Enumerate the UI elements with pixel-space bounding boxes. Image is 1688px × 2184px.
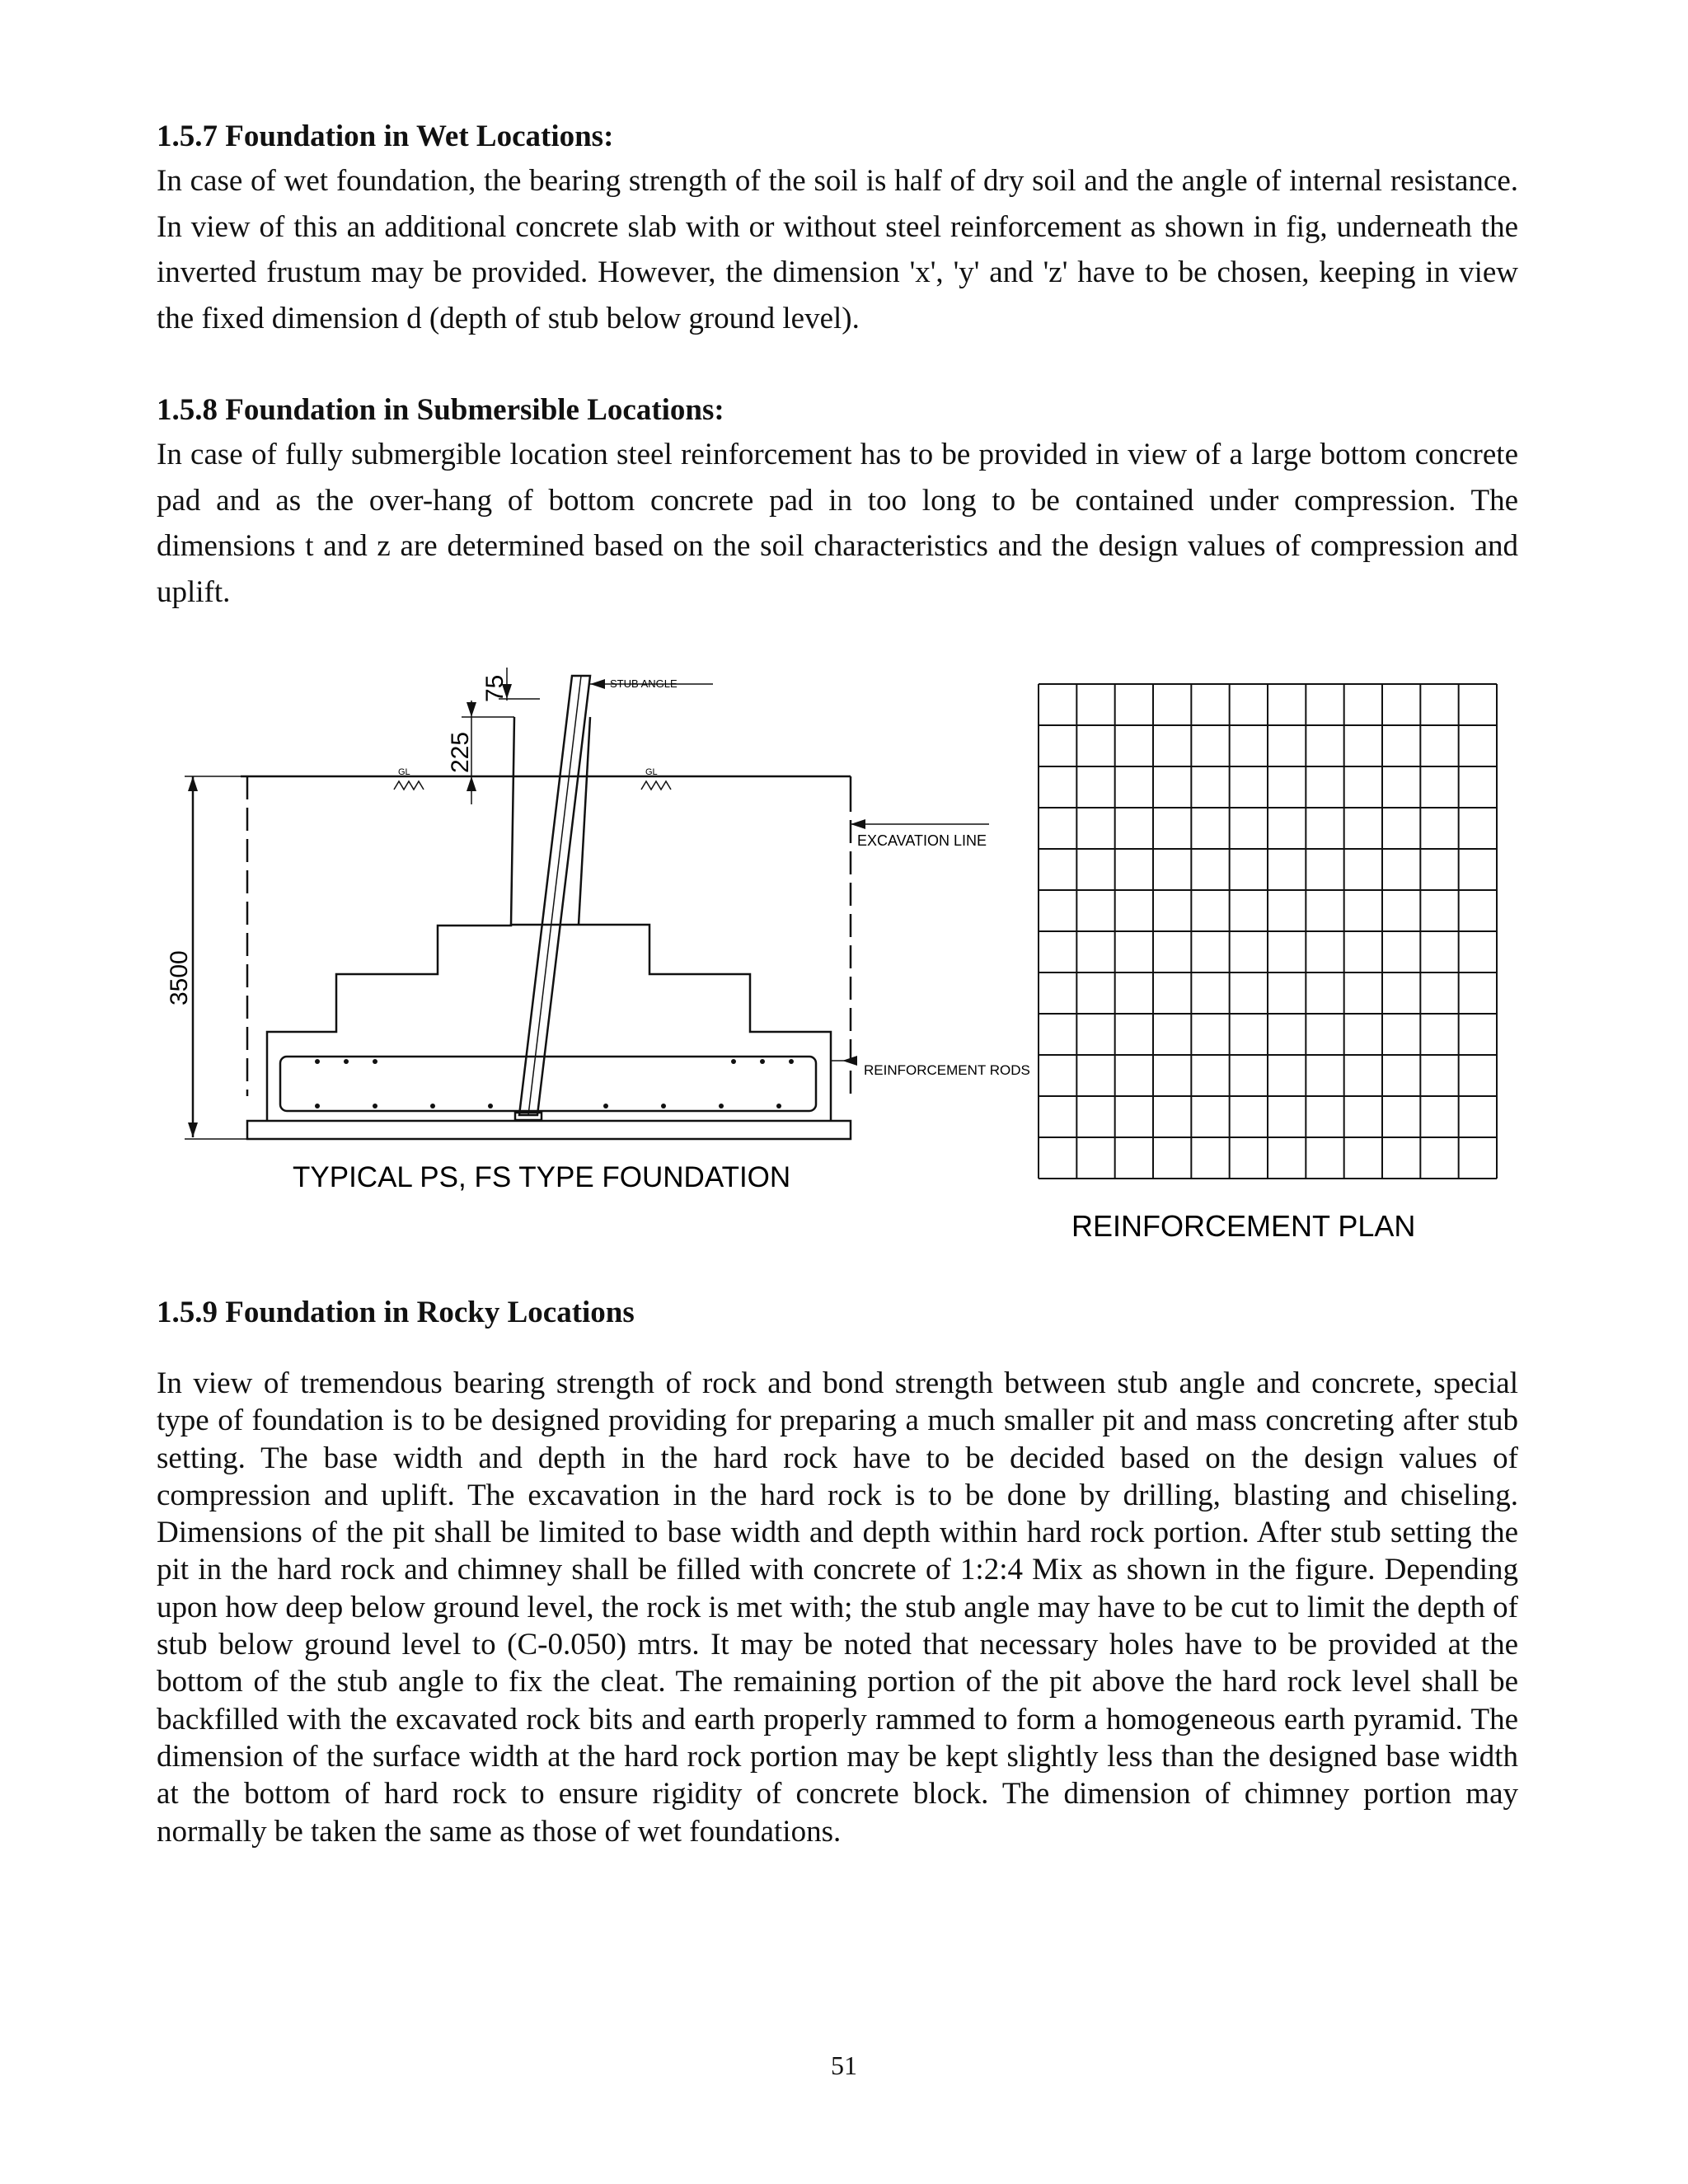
section-1-5-9-heading	[157, 1291, 1518, 1334]
stub-angle-web	[528, 676, 581, 1115]
section-1-5-9-body	[157, 1365, 1518, 1850]
dim-3500-label: 3500	[166, 950, 193, 1005]
lean-concrete-pad	[247, 1121, 851, 1139]
reinforcement-rods-label: REINFORCEMENT RODS	[864, 1062, 1030, 1078]
excavation-line-label: EXCAVATION LINE	[857, 832, 987, 849]
foundation-figure	[165, 651, 1039, 1212]
page-number: 51	[831, 2050, 857, 2080]
figure-caption: TYPICAL PS, FS TYPE FOUNDATION	[293, 1161, 791, 1193]
chimney-right	[579, 717, 590, 925]
soil-symbol-left	[394, 781, 424, 790]
section-paragraph: In case of fully submergible location steel reinforcement has to be provided in view of a large bottom concrete pad and as the over-hang of bottom concrete pad in too long to be contained under compression. The dimensions t and z are determined based on the soil characteristics and the design values of compression and uplift.	[157, 438, 1518, 609]
reinforcement-grid	[1039, 684, 1497, 1179]
stub-angle-label: STUB ANGLE	[610, 677, 678, 690]
figure-caption: REINFORCEMENT PLAN	[1071, 1209, 1416, 1243]
section-1-5-7	[157, 115, 1518, 341]
section-paragraph: In case of wet foundation, the bearing strength of the soil is half of dry soil and the angle of internal resistance. In view of this an additional concrete slab with or without steel reinforcement as shown in fig, underneath the inverted frustum may be provided. However, the dimension 'x', 'y' and 'z' have to be chosen, keeping in view the fixed dimension d (depth of stub below ground level).	[157, 164, 1518, 335]
section-heading: 1.5.8 Foundation in Submersible Locations:	[157, 393, 724, 427]
chimney-left	[511, 717, 514, 925]
gl-label: GL	[398, 767, 410, 777]
section-1-5-8	[157, 389, 1518, 615]
soil-symbol-right	[641, 781, 671, 790]
section-heading: 1.5.7 Foundation in Wet Locations:	[157, 120, 614, 153]
gl-label: GL	[645, 767, 658, 777]
dim-75-label: 75	[481, 674, 509, 702]
reinforcement-plan-figure	[1022, 668, 1517, 1244]
section-paragraph: In view of tremendous bearing strength of rock and bond strength between stub angle and concrete, special type of foundation is to be designed providing for preparing a much smaller pit and mass concreting after stub setting. The base width and depth in the hard rock have to be decided based on the design values of compression and uplift. The excavation in the hard rock is to be done by drilling, blasting and chiseling. Dimensions of the pit shall be limited to base width and depth within hard rock portion. After stub setting the pit in the hard rock and chimney shall be filled with concrete of 1:2:4 Mix as shown in the figure. Depending upon how deep below ground level, the rock is met with; the stub angle may have to be cut to limit the depth of stub below ground level to (C-0.050) mtrs. It may be noted that necessary holes have to be provided at the bottom of the stub angle to fix the cleat. The remaining portion of the pit above the hard rock level shall be backfilled with the excavated rock bits and earth properly rammed to form a homogeneous earth pyramid. The dimension of the surface width at the hard rock portion may be kept slightly less than the designed base width at the bottom of hard rock to ensure rigidity of concrete block. The dimension of chimney portion may normally be taken the same as those of wet foundations.	[157, 1366, 1518, 1849]
section-heading: 1.5.9 Foundation in Rocky Locations	[157, 1296, 635, 1329]
dim-225-label: 225	[447, 731, 474, 773]
reinforcement-cage	[280, 1057, 816, 1111]
